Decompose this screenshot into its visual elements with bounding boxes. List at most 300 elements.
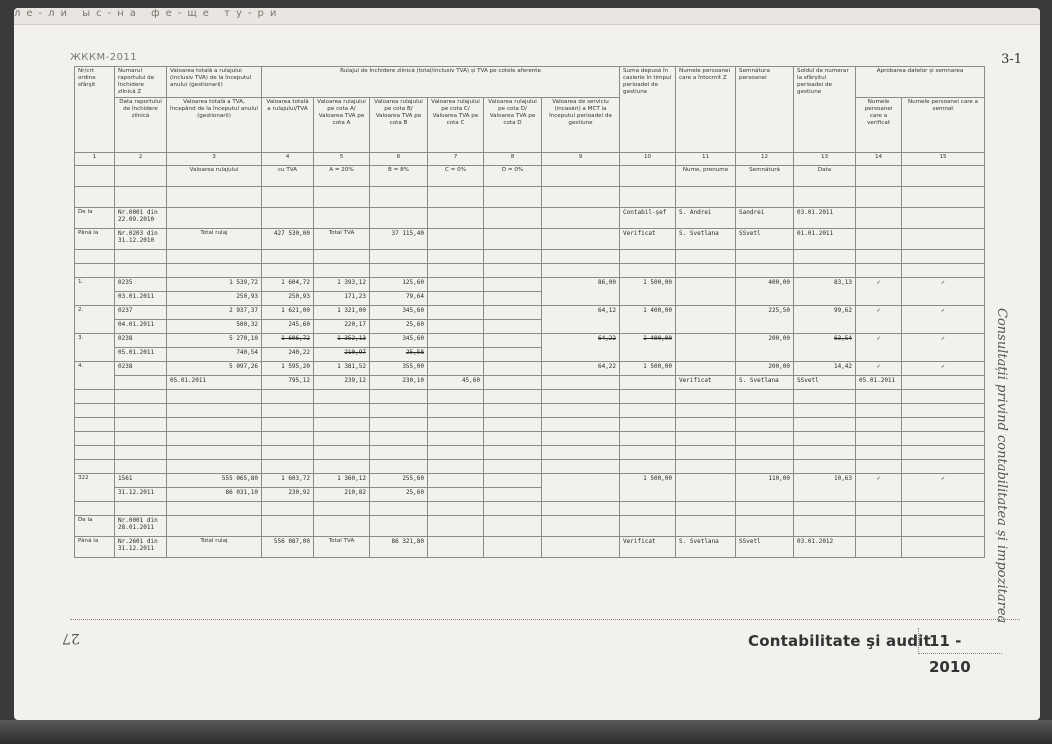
empty-cell (484, 291, 542, 305)
empty-cell (902, 228, 985, 249)
verified-by: Verificat (676, 375, 736, 389)
empty-cell (115, 375, 167, 389)
empty-cell (856, 431, 902, 445)
blank-row (75, 186, 985, 207)
page-number: 27 (62, 630, 80, 646)
empty-cell (75, 417, 115, 431)
col-head-4: Valoarea totală a rulajului/TVA (262, 97, 314, 152)
blank-row (75, 445, 985, 459)
issue-number: 11 - 2010 (918, 628, 1002, 654)
z-from: Nr.0001 din 28.01.2011 (115, 515, 167, 536)
tva-value: 500,32 (167, 319, 262, 333)
empty-cell (75, 389, 115, 403)
col-number: 7 (428, 152, 484, 165)
check-mark: ✓ (856, 305, 902, 333)
empty-cell (902, 417, 985, 431)
row-number: 3. (75, 333, 115, 361)
empty-cell (428, 445, 484, 459)
empty-cell (856, 207, 902, 228)
tva-value: 795,12 (262, 375, 314, 389)
empty-cell (75, 263, 115, 277)
z-date: 31.12.2011 (115, 487, 167, 501)
rulaj-b: 355,00 (370, 361, 428, 375)
table-row (75, 375, 985, 389)
empty-cell (262, 501, 314, 515)
responsible-date: 03.01.2011 (794, 207, 856, 228)
empty-cell (484, 333, 542, 347)
empty-cell (75, 501, 115, 515)
empty-cell (314, 445, 370, 459)
subhead-row (75, 165, 985, 186)
empty-cell (794, 403, 856, 417)
empty-cell (902, 431, 985, 445)
empty-cell (75, 431, 115, 445)
empty-cell (314, 501, 370, 515)
col-head-2b: Data raportului de închidere zilnică (115, 97, 167, 152)
empty-cell (115, 263, 167, 277)
empty-cell (620, 389, 676, 403)
responsible-sign: Sandrei (736, 207, 794, 228)
empty-cell (428, 347, 484, 361)
service-value: 64,12 (542, 305, 620, 333)
col-head-9: Valoarea de serviciu (incasări) a MCT la începutul perioadei de gestiune (542, 97, 620, 152)
rulaj-total: 1 621,00 (262, 305, 314, 319)
empty-cell (736, 501, 794, 515)
rulaj-b: 345,60 (370, 333, 428, 347)
empty-cell (262, 249, 314, 263)
empty-cell (314, 207, 370, 228)
scan-bottom-edge (0, 720, 1052, 744)
check-mark: ✓ (902, 277, 985, 305)
empty-cell (542, 459, 620, 473)
verified-by: Verificat (620, 536, 676, 557)
document-page (14, 8, 1040, 720)
service-value: 86,00 (542, 277, 620, 305)
empty-cell (428, 333, 484, 347)
register-table-wrap (74, 66, 984, 594)
empty-cell (620, 249, 676, 263)
empty-cell (167, 403, 262, 417)
empty-cell (794, 501, 856, 515)
empty-cell (75, 445, 115, 459)
col-head-11: Numele persoanei care a întocmit Z (676, 67, 736, 153)
empty-cell (484, 536, 542, 557)
empty-cell (794, 445, 856, 459)
empty-cell (314, 403, 370, 417)
empty-cell (115, 417, 167, 431)
empty-cell (484, 487, 542, 501)
check-mark: ✓ (902, 473, 985, 501)
empty-cell (620, 445, 676, 459)
table-row (75, 473, 985, 487)
col-number: 9 (542, 152, 620, 165)
empty-cell (794, 515, 856, 536)
z-number: 0238 (115, 361, 167, 375)
blank-row (75, 431, 985, 445)
col-number: 5 (314, 152, 370, 165)
empty-cell (115, 459, 167, 473)
empty-cell (370, 459, 428, 473)
rulaj-total: 1 595,20 (262, 361, 314, 375)
subhead-c6: B = 8% (370, 165, 428, 186)
open-to-row (75, 228, 985, 249)
empty-cell (542, 228, 620, 249)
empty-cell (370, 445, 428, 459)
responsible-name: S. Andrei (676, 207, 736, 228)
empty-cell (902, 263, 985, 277)
subhead-c11: Nume, prenume (676, 165, 736, 186)
tva-b: 25,58 (370, 347, 428, 361)
empty-cell (167, 389, 262, 403)
empty-cell (370, 417, 428, 431)
empty-cell (428, 249, 484, 263)
total-rulaj-label: Total rulaj (167, 228, 262, 249)
subhead-c3: Valoarea rulajului (167, 165, 262, 186)
table-row (75, 277, 985, 291)
empty-cell (484, 403, 542, 417)
check-mark: ✓ (902, 305, 985, 333)
magazine-title: Contabilitate şi audit (748, 632, 931, 650)
empty-cell (856, 515, 902, 536)
empty-cell (676, 473, 736, 501)
verified-sign: SSvetl (794, 375, 856, 389)
verified-sign: SSvetl (736, 536, 794, 557)
empty-cell (314, 515, 370, 536)
empty-cell (794, 263, 856, 277)
empty-cell (620, 459, 676, 473)
empty-cell (167, 249, 262, 263)
empty-cell (676, 333, 736, 361)
col-head-8: Valoarea rulajului pe cota D/ Valoarea TVA pe cota D (484, 97, 542, 152)
verified-sign: SSvetl (736, 228, 794, 249)
col-number: 4 (262, 152, 314, 165)
empty-cell (428, 403, 484, 417)
rulaj-a: 1 393,12 (314, 277, 370, 291)
empty-cell (902, 403, 985, 417)
empty-cell (484, 361, 542, 375)
empty-cell (856, 186, 902, 207)
deposit: 1 400,00 (620, 305, 676, 333)
empty-cell (676, 417, 736, 431)
label-from: De la (75, 515, 115, 536)
empty-cell (428, 277, 484, 291)
col-head-15: Numele persoanei care a semnat (902, 97, 985, 152)
empty-cell (262, 263, 314, 277)
empty-cell (794, 417, 856, 431)
empty-cell (428, 515, 484, 536)
check-mark: ✓ (856, 277, 902, 305)
rulaj-b: 125,60 (370, 277, 428, 291)
empty-cell (314, 186, 370, 207)
table-row (75, 361, 985, 375)
blank-row (75, 501, 985, 515)
col-head-2: Numarul raportului de închidere zilnică Z (115, 67, 167, 98)
col-number: 15 (902, 152, 985, 165)
rulaj-value: 5 097,26 (167, 361, 262, 375)
empty-cell (484, 375, 542, 389)
empty-cell (370, 431, 428, 445)
col-number: 8 (484, 152, 542, 165)
empty-cell (428, 207, 484, 228)
empty-cell (620, 186, 676, 207)
tva-total: 239,12 (314, 375, 370, 389)
empty-cell (370, 389, 428, 403)
col-head-13: Soldul de numerar la sfârșitul perioadei de gestiune (794, 67, 856, 153)
empty-cell (428, 431, 484, 445)
empty-cell (856, 403, 902, 417)
empty-cell (794, 431, 856, 445)
total-tva-value: 37 115,40 (370, 228, 428, 249)
empty-cell (75, 186, 115, 207)
footer-divider (70, 619, 1020, 620)
empty-cell (167, 501, 262, 515)
subhead-c13: Data (794, 165, 856, 186)
rulaj-a: 1 321,00 (314, 305, 370, 319)
label-from: De la (75, 207, 115, 228)
col-head-7: Valoarea rulajului pe cota C/ Valoarea TVA pe cota C (428, 97, 484, 152)
total-tva-label: Total TVA (314, 536, 370, 557)
empty-cell (262, 417, 314, 431)
empty-cell (262, 445, 314, 459)
empty-cell (902, 375, 985, 389)
rulaj-value: 2 937,37 (167, 305, 262, 319)
z-date: 05.01.2011 (115, 347, 167, 361)
col-head-3b: Valoarea totală a TVA, începând de la începutul anului (gestionarii) (167, 97, 262, 152)
empty-cell (484, 515, 542, 536)
service-value: 64,22 (542, 333, 620, 361)
col-head-6: Valoarea rulajului pe cota B/ Valoarea TVA pe cota B (370, 97, 428, 152)
empty-cell (262, 431, 314, 445)
empty-cell (902, 536, 985, 557)
check-mark: ✓ (902, 333, 985, 361)
table-row (75, 333, 985, 347)
verified-name: S. Svetlana (736, 375, 794, 389)
empty-cell (676, 277, 736, 305)
deposit: 1 500,00 (620, 277, 676, 305)
empty-cell (542, 375, 620, 389)
subhead-c5: A = 20% (314, 165, 370, 186)
subhead-c12: Semnătură (736, 165, 794, 186)
empty-cell (542, 536, 620, 557)
col-number: 3 (167, 152, 262, 165)
responsible: Contabil-șef (620, 207, 676, 228)
blank-row (75, 417, 985, 431)
rulaj-a: 1 381,52 (314, 361, 370, 375)
tva-a: 230,10 (370, 375, 428, 389)
empty-cell (542, 389, 620, 403)
z-date: 03.01.2011 (115, 291, 167, 305)
empty-cell (736, 445, 794, 459)
cash-balance: 63,54 (794, 333, 856, 361)
empty-cell (794, 186, 856, 207)
empty-cell (542, 263, 620, 277)
empty-cell (167, 431, 262, 445)
empty-cell (428, 186, 484, 207)
empty-cell (484, 389, 542, 403)
empty-cell (262, 403, 314, 417)
amount: 110,00 (736, 473, 794, 501)
empty-cell (542, 431, 620, 445)
empty-cell (484, 186, 542, 207)
total-rulaj-value: 427 530,00 (262, 228, 314, 249)
empty-cell (856, 445, 902, 459)
amount: 225,50 (736, 305, 794, 333)
empty-cell (370, 207, 428, 228)
empty-cell (428, 536, 484, 557)
empty-cell (115, 445, 167, 459)
empty-cell (902, 207, 985, 228)
empty-cell (484, 431, 542, 445)
empty-cell (370, 403, 428, 417)
tva-a: 220,17 (314, 319, 370, 333)
empty-cell (856, 228, 902, 249)
tva-total: 250,93 (262, 291, 314, 305)
rulaj-b: 255,60 (370, 473, 428, 487)
empty-cell (902, 501, 985, 515)
row-number: 4. (75, 361, 115, 389)
empty-cell (167, 459, 262, 473)
empty-cell (262, 207, 314, 228)
cash-balance: 14,42 (794, 361, 856, 375)
empty-cell (736, 459, 794, 473)
rulaj-a: 1 360,12 (314, 473, 370, 487)
tva-value: 86 031,10 (167, 487, 262, 501)
col-number: 1 (75, 152, 115, 165)
blank-row (75, 249, 985, 263)
empty-cell (620, 263, 676, 277)
rulaj-value: 5 270,10 (167, 333, 262, 347)
blank-row (75, 459, 985, 473)
row-number: 1. (75, 277, 115, 305)
empty-cell (75, 403, 115, 417)
empty-cell (314, 431, 370, 445)
verified-date: 03.01.2012 (794, 536, 856, 557)
empty-cell (902, 249, 985, 263)
empty-cell (676, 515, 736, 536)
row-number: 2. (75, 305, 115, 333)
deposit: 1 500,00 (620, 473, 676, 501)
rulaj-a: 1 352,13 (314, 333, 370, 347)
empty-cell (262, 389, 314, 403)
empty-cell (167, 515, 262, 536)
empty-cell (736, 263, 794, 277)
empty-cell (542, 515, 620, 536)
check-mark: ✓ (856, 333, 902, 361)
empty-cell (428, 319, 484, 333)
empty-cell (484, 473, 542, 487)
empty-cell (484, 417, 542, 431)
empty-cell (676, 459, 736, 473)
verified-name: S. Svetlana (676, 536, 736, 557)
tva-a: 210,82 (314, 487, 370, 501)
check-mark: ✓ (902, 361, 985, 375)
empty-cell (115, 431, 167, 445)
z-date: 05.01.2011 (167, 375, 262, 389)
empty-cell (620, 165, 676, 186)
tva-a: 210,97 (314, 347, 370, 361)
empty-cell (620, 501, 676, 515)
tva-b: 25,60 (370, 319, 428, 333)
empty-cell (167, 445, 262, 459)
empty-cell (115, 186, 167, 207)
verified-date: 01.01.2011 (794, 228, 856, 249)
col-head-10: Suma depusă în casierie în timpul perioadei de gestiune (620, 67, 676, 153)
empty-cell (736, 389, 794, 403)
tva-total: 240,22 (262, 347, 314, 361)
check-mark: ✓ (856, 361, 902, 375)
total-rulaj-label: Total rulaj (167, 536, 262, 557)
col-number: 2 (115, 152, 167, 165)
cash-balance: 83,13 (794, 277, 856, 305)
empty-cell (484, 263, 542, 277)
empty-cell (167, 186, 262, 207)
empty-cell (314, 459, 370, 473)
empty-cell (736, 515, 794, 536)
col-group-14-15: Aprobarea datelor și semnarea (856, 67, 985, 98)
z-number: 0238 (115, 333, 167, 347)
empty-cell (262, 515, 314, 536)
empty-cell (856, 249, 902, 263)
empty-cell (484, 228, 542, 249)
empty-cell (314, 389, 370, 403)
column-number-row (75, 152, 985, 165)
register-table (74, 66, 985, 558)
empty-cell (542, 207, 620, 228)
row-number: 322 (75, 473, 115, 501)
blank-row (75, 263, 985, 277)
z-number: 0235 (115, 277, 167, 291)
empty-cell (676, 403, 736, 417)
empty-cell (620, 375, 676, 389)
empty-cell (428, 361, 484, 375)
empty-cell (902, 515, 985, 536)
col-number: 10 (620, 152, 676, 165)
empty-cell (676, 361, 736, 375)
rulaj-value: 555 065,80 (167, 473, 262, 487)
header-row-1 (75, 67, 985, 98)
empty-cell (902, 165, 985, 186)
amount: 400,00 (736, 277, 794, 305)
empty-cell (902, 389, 985, 403)
empty-cell (856, 417, 902, 431)
empty-cell (484, 207, 542, 228)
empty-cell (542, 249, 620, 263)
total-tva-value: 86 321,80 (370, 536, 428, 557)
empty-cell (676, 186, 736, 207)
empty-cell (484, 501, 542, 515)
rulaj-total: 1 603,72 (262, 473, 314, 487)
empty-cell (370, 501, 428, 515)
col-head-1: Nr/crt ordine sfârşit (75, 67, 115, 153)
empty-cell (428, 263, 484, 277)
empty-cell (856, 501, 902, 515)
col-head-5: Valoarea rulajului pe cota A/ Valoarea TVA pe cota A (314, 97, 370, 152)
tva-total: 230,92 (262, 487, 314, 501)
empty-cell (676, 445, 736, 459)
side-running-title: Consultații privind contabilitatea și impozitarea (994, 308, 1009, 624)
empty-cell (115, 389, 167, 403)
empty-cell (75, 459, 115, 473)
empty-cell (542, 501, 620, 515)
total-tva-label: Total TVA (314, 228, 370, 249)
tva-b: 45,60 (428, 375, 484, 389)
check-mark: ✓ (856, 473, 902, 501)
col-head-14: Numele persoanei care a verificat (856, 97, 902, 152)
empty-cell (676, 263, 736, 277)
label-to: Până la (75, 536, 115, 557)
empty-cell (736, 186, 794, 207)
empty-cell (428, 501, 484, 515)
